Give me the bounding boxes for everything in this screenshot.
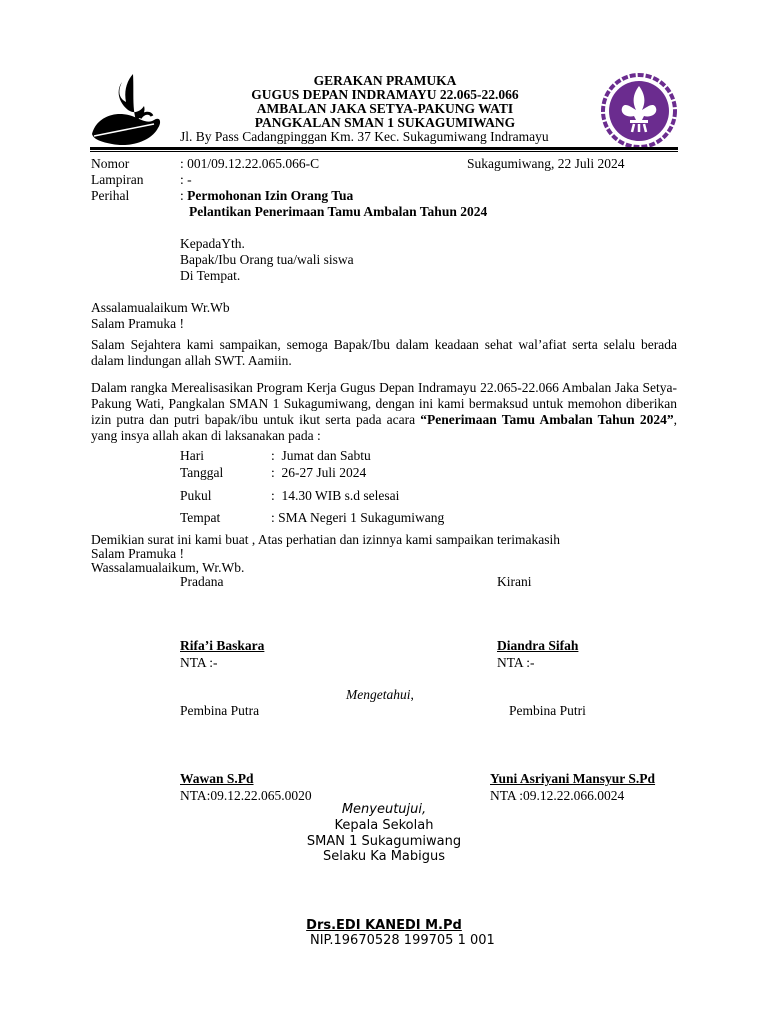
pangkalan-name: PANGKALAN SMAN 1 SUKAGUMIWANG: [254, 115, 516, 130]
header-divider-thin: [90, 151, 678, 152]
pembina-putra-nta: NTA:09.12.22.065.0020: [180, 788, 312, 803]
hari-value: : Jumat dan Sabtu: [271, 448, 371, 463]
hari-label: Hari: [180, 448, 204, 463]
tempat-value: : SMA Negeri 1 Sukagumiwang: [271, 510, 445, 525]
kepsek-line1: Kepala Sekolah: [334, 818, 434, 833]
greeting-pramuka: Salam Pramuka !: [91, 316, 184, 331]
org-name: GERAKAN PRAMUKA: [313, 73, 457, 88]
pembina-putri-role: Pembina Putri: [509, 703, 586, 718]
pukul-value: : 14.30 WIB s.d selesai: [271, 488, 400, 503]
tanggal-label: Tanggal: [180, 465, 224, 480]
recipient-line3: Di Tempat.: [180, 268, 241, 283]
org-address: Jl. By Pass Cadangpinggan Km. 37 Kec. Sukagumiwang Indramayu: [180, 129, 549, 144]
kirani-name: Diandra Sifah: [497, 638, 579, 653]
perihal-label: Perihal: [91, 188, 130, 203]
world-scout-logo: [600, 72, 678, 150]
pembina-putri-name: Yuni Asriyani Mansyur S.Pd: [490, 771, 656, 786]
kirani-nta: NTA :-: [497, 655, 535, 670]
tanggal-value: : 26-27 Juli 2024: [271, 465, 367, 480]
world-scout-emblem-icon: [600, 72, 678, 150]
perihal-line2: Pelantikan Penerimaan Tamu Ambalan Tahun 2024: [189, 204, 488, 219]
mengetahui-label: Mengetahui,: [346, 687, 414, 702]
body-paragraph-2: Dalam rangka Merealisasikan Program Kerja Gugus Depan Indramayu 22.065-22.066 Ambalan Jaka Setya-Pakung Wati, Pangkalan SMAN 1 Sukagumiwang, dengan ini kami bermaksud untuk memohon diberikan izin putra dan putri bapak/ibu untuk ikut serta pada acara “Penerimaan Tamu Ambalan Tahun 2024”, yang insya allah akan di laksanakan pada :: [91, 380, 678, 443]
pembina-putra-name: Wawan S.Pd: [180, 771, 254, 786]
place-date: Sukagumiwang, 22 Juli 2024: [467, 156, 625, 171]
gugus-depan-name: GUGUS DEPAN INDRAMAYU 22.065-22.066: [251, 87, 519, 102]
lampiran-value: : -: [180, 172, 192, 187]
closing-line3: Wassalamualaikum, Wr.Wb.: [91, 560, 245, 575]
header-divider: [90, 147, 678, 150]
closing-line1: Demikian surat ini kami buat , Atas perhatian dan izinnya kami sampaikan terimakasih: [91, 532, 560, 547]
recipient-line2: Bapak/Ibu Orang tua/wali siswa: [180, 252, 354, 267]
kepsek-line2: SMAN 1 Sukagumiwang: [306, 834, 462, 849]
tunas-kelapa-logo: [88, 72, 168, 148]
nomor-label: Nomor: [91, 156, 130, 171]
pukul-label: Pukul: [180, 488, 212, 503]
recipient-line1: KepadaYth.: [180, 236, 245, 251]
nomor-value: : 001/09.12.22.065.066-C: [180, 156, 320, 171]
kirani-role: Kirani: [497, 574, 532, 589]
kepsek-line3: Selaku Ka Mabigus: [322, 849, 446, 864]
pradana-role: Pradana: [180, 574, 224, 589]
pradana-name: Rifa’i Baskara: [180, 638, 265, 653]
tempat-label: Tempat: [180, 510, 221, 525]
ambalan-name: AMBALAN JAKA SETYA-PAKUNG WATI: [256, 101, 514, 116]
pembina-putra-role: Pembina Putra: [180, 703, 260, 718]
menyetujui-label: Menyeutujui,: [341, 802, 427, 817]
lampiran-label: Lampiran: [91, 172, 144, 187]
greeting-salam: Assalamualaikum Wr.Wb: [91, 300, 230, 315]
pradana-nta: NTA :-: [180, 655, 218, 670]
perihal-value: : Permohonan Izin Orang Tua: [180, 188, 354, 203]
closing-line2: Salam Pramuka !: [91, 546, 184, 561]
kepsek-name: Drs.EDI KANEDI M.Pd: [306, 918, 462, 933]
body-paragraph-1: Salam Sejahtera kami sampaikan, semoga Bapak/Ibu dalam keadaan sehat wal’afiat serta selalu berada dalam lindungan allah SWT. Aamiin.: [91, 337, 677, 368]
kepsek-nip: NIP.19670528 199705 1 001: [310, 933, 495, 948]
pembina-putri-nta: NTA :09.12.22.066.0024: [490, 788, 625, 803]
tunas-kelapa-icon: [88, 72, 168, 148]
